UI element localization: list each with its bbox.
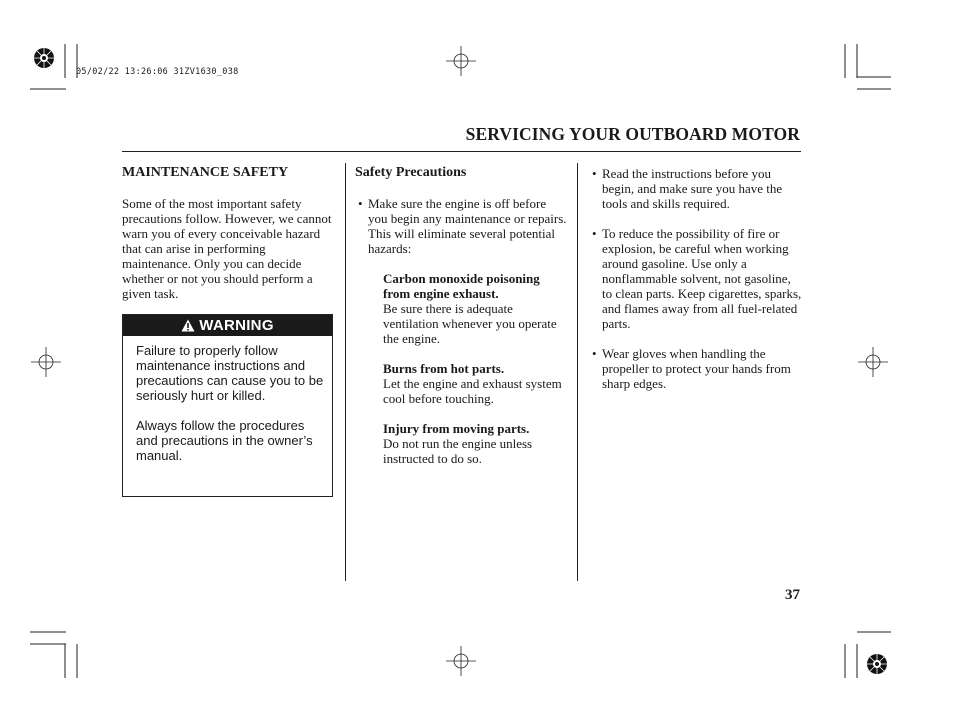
list-item: • Make sure the engine is off before you begin any maintenance or repairs. This will eliminate several potential hazards: [355, 196, 567, 256]
list-item: • Wear gloves when handling the propeller to protect your hands from sharp edges. [589, 346, 802, 391]
column-divider-2 [577, 163, 578, 581]
warning-header [123, 315, 332, 336]
hazard-item [383, 421, 567, 466]
print-timestamp: 05/02/22 13:26:06 31ZV1630_038 [76, 67, 239, 77]
hazard-text: Be sure there is adequate ventilation whenever you operate the engine. [383, 301, 557, 346]
precautions-list-continued [589, 166, 802, 391]
list-item: • To reduce the possibility of fire or explosion, be careful when working around gasoline. Use only a nonflammable solvent, not gasoline, to clean parts. Keep cigarettes, sparks, and flames away from all fuel-related parts. [589, 226, 802, 331]
precautions-list [355, 196, 567, 256]
page-title: SERVICING YOUR OUTBOARD MOTOR [465, 124, 800, 144]
warning-box [122, 314, 333, 497]
warning-label: WARNING [199, 317, 274, 334]
hazard-text: Let the engine and exhaust system cool before touching. [383, 376, 562, 406]
warning-triangle-icon [181, 319, 195, 332]
column3-content [589, 166, 802, 406]
warning-text [136, 343, 328, 478]
hazard-title: Injury from moving parts. [383, 421, 530, 436]
column-divider-1 [345, 163, 346, 581]
hazard-item [383, 361, 567, 406]
hazard-text: Do not run the engine unless instructed to do so. [383, 436, 533, 466]
header-rule [122, 151, 801, 152]
hazard-title: Carbon monoxide poisoning from engine exhaust. [383, 271, 540, 301]
hazard-item [383, 271, 567, 346]
section-heading: MAINTENANCE SAFETY [122, 165, 289, 180]
warning-paragraph: Failure to properly follow maintenance instructions and precautions can cause you to be seriously hurt or killed. [136, 343, 324, 403]
warning-paragraph: Always follow the procedures and precautions in the owner’s manual. [136, 418, 313, 463]
column2-content [355, 196, 567, 481]
hazards-list [355, 271, 567, 466]
subsection-heading: Safety Precautions [355, 165, 467, 180]
hazard-title: Burns from hot parts. [383, 361, 505, 376]
intro-paragraph: Some of the most important safety precautions follow. However, we cannot warn you of every conceivable hazard that can arise in performing maintenance. Only you can decide whether or not you should perform a given task. [122, 196, 332, 301]
list-item: • Read the instructions before you begin, and make sure you have the tools and skills required. [589, 166, 802, 211]
page-number: 37 [785, 587, 800, 603]
